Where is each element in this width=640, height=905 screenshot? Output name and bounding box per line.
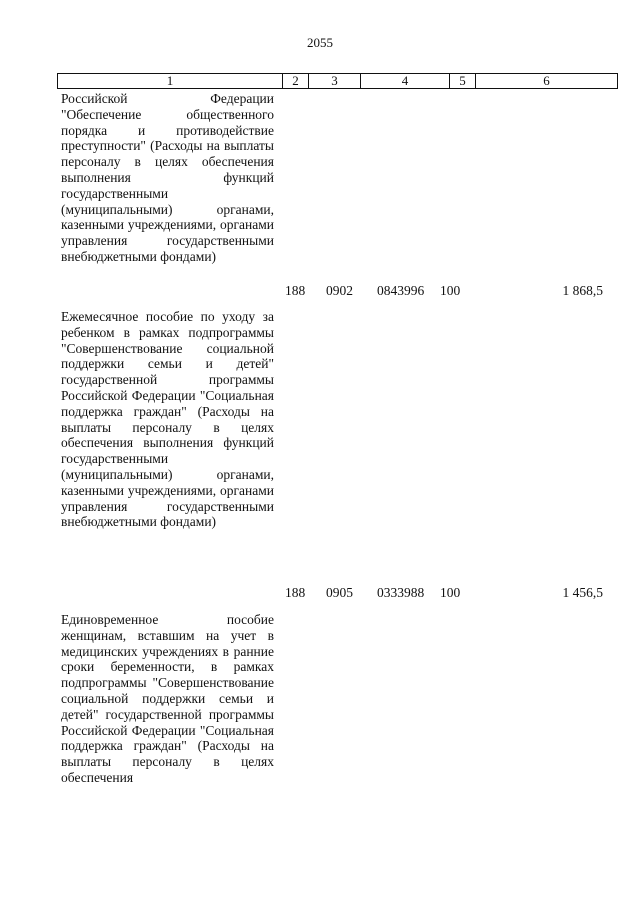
column-header-2: 2 (282, 74, 308, 88)
row-2-amount: 1 456,5 (562, 585, 603, 600)
row-3-description: Единовременное пособие женщинам, вставшим на учет в медицинских учреждениях в ранние сроки беременности, в рамках подпрограммы "Совершенствование социальной поддержки семьи и детей" государственной программы Российской Федерации "Социальная поддержка граждан" (Расходы на выплаты персоналу в целях обеспечения (61, 612, 274, 785)
row-1-section-code: 0902 (326, 283, 353, 298)
page-number: 2055 (307, 35, 333, 50)
row-2-description: Ежемесячное пособие по уходу за ребенком в рамках подпрограммы "Совершенствование социальной поддержки семьи и детей" государственной программы Российской Федерации "Социальная поддержка граждан" (Расходы на выплаты персоналу в целях обеспечения выполнения функций государственными (муниципальными) органами, казенными учреждениями, органами управления государственными внебюджетными фондами) (61, 309, 274, 530)
row-2-article-code: 0333988 (377, 585, 425, 600)
row-2-values (0, 585, 640, 601)
row-1-description: Российской Федерации "Обеспечение общественного порядка и противодействие преступности" (Расходы на выплаты персоналу в целях обеспечения выполнения функций государственными (муниципальными) органами, казенными учреждениями, органами управления государственными внебюджетными фондами) (61, 91, 274, 264)
row-1-values (0, 283, 640, 299)
row-1-amount: 1 868,5 (562, 283, 603, 298)
row-1-expense-type: 100 (440, 283, 461, 298)
column-header-6: 6 (475, 74, 617, 88)
row-2-admin-code: 188 (285, 585, 306, 600)
column-header-1: 1 (166, 73, 174, 88)
row-2-section-code: 0905 (326, 585, 353, 600)
column-header-4: 4 (360, 74, 449, 88)
row-1-article-code: 0843996 (377, 283, 425, 298)
column-header-3: 3 (308, 74, 360, 88)
row-1-admin-code: 188 (285, 283, 306, 298)
row-2-expense-type: 100 (440, 585, 461, 600)
column-header-5: 5 (449, 74, 475, 88)
table-header-row (57, 73, 618, 89)
